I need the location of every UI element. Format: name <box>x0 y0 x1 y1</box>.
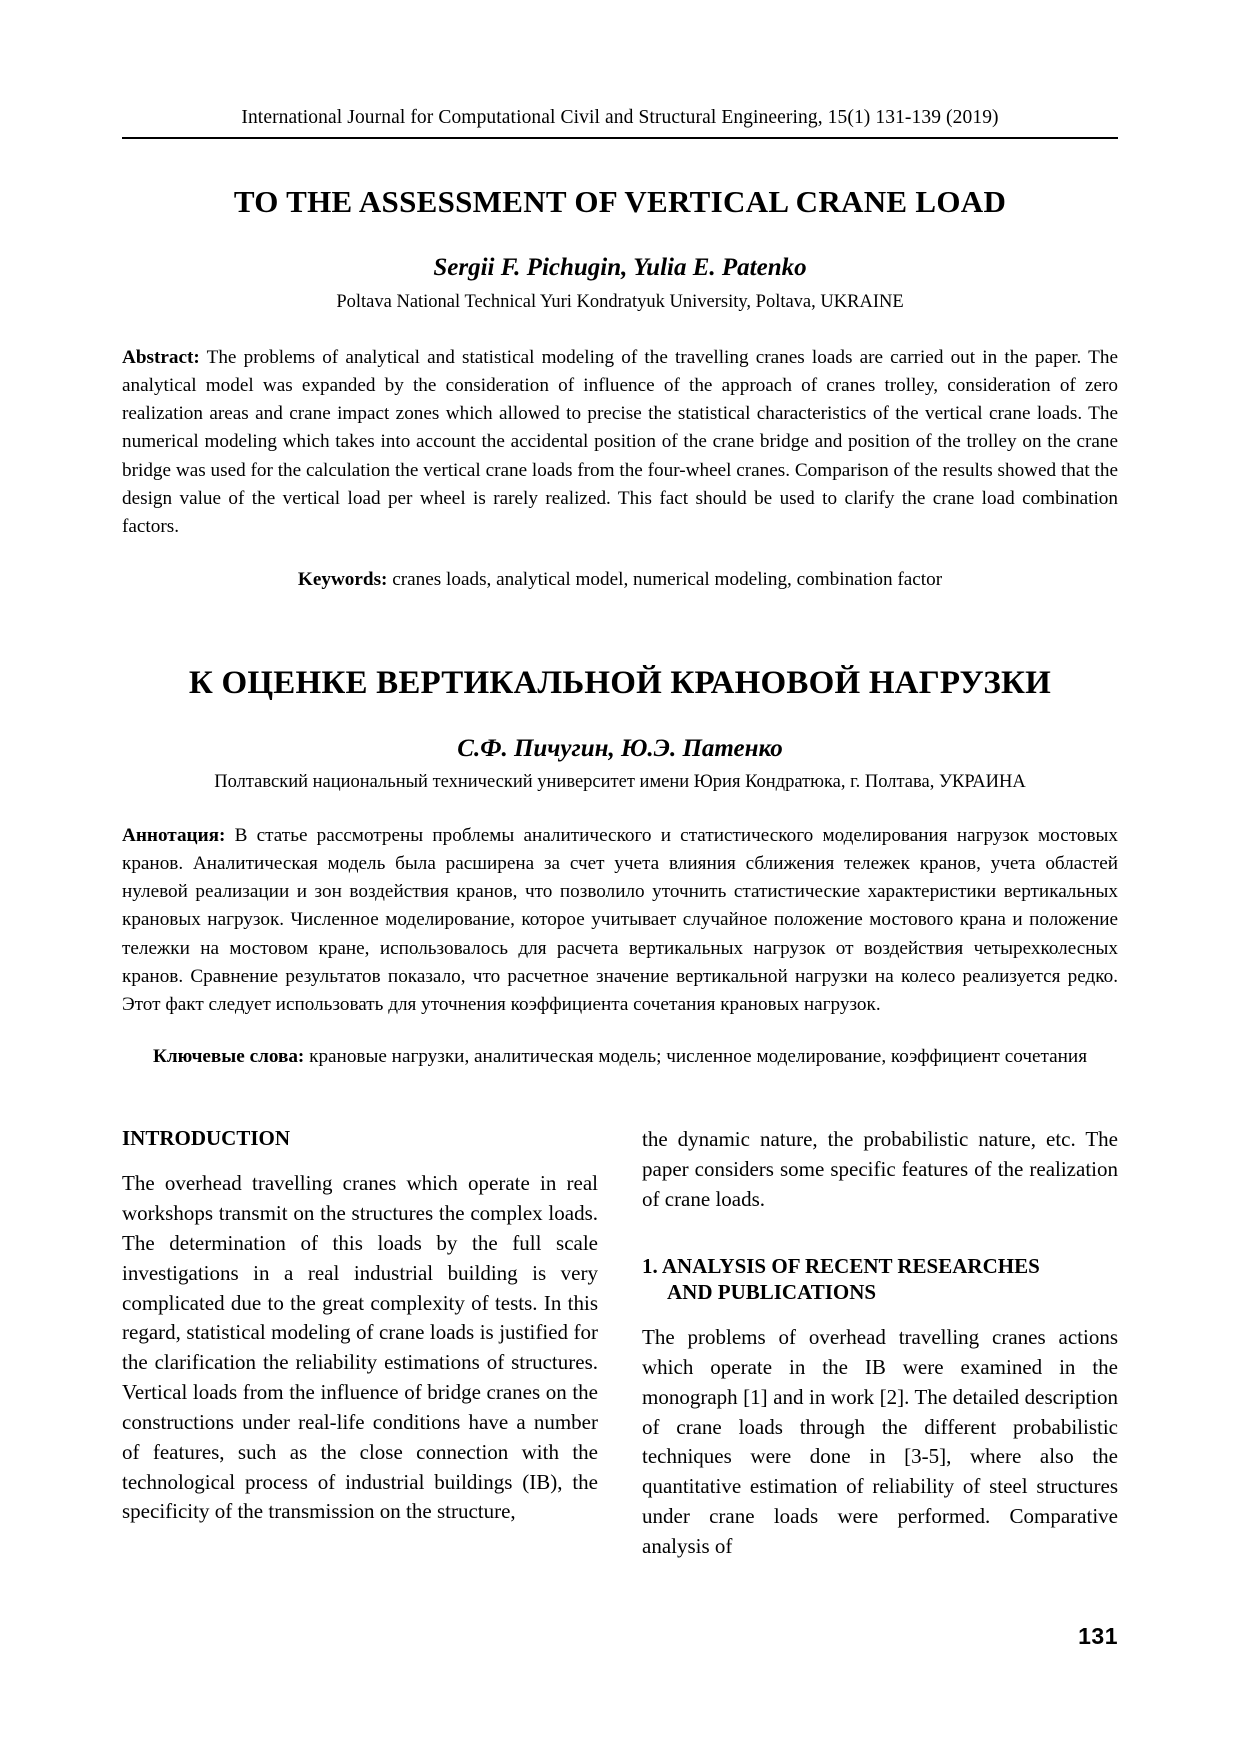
left-column <box>122 1125 598 1577</box>
section-heading-analysis-line2: AND PUBLICATIONS <box>667 1279 877 1304</box>
page-content <box>122 0 1118 1578</box>
paragraph-analysis: The problems of overhead travelling cranes actions which operate in the IB were examined in the monograph [1] and in work [2]. The detailed description of crane loads through the different probabilistic techniques were done in [3-5], where also the quantitative estimation of reliability of steel structures under crane loads were performed. Comparative analysis of <box>642 1325 1118 1558</box>
keywords-label-russian: Ключевые слова: <box>152 1046 305 1068</box>
paragraph-introduction-continued: the dynamic nature, the probabilistic nature, etc. The paper considers some specific features of the realization of crane loads. <box>642 1127 1118 1211</box>
affiliation-russian: Полтавский национальный технический университет имени Юрия Кондратюка, г. Полтава, УКРАИНА <box>214 771 1026 792</box>
section-heading-analysis-line1: 1. ANALYSIS OF RECENT RESEARCHES <box>642 1253 1040 1278</box>
right-column <box>642 1125 1118 1577</box>
paragraph-introduction: The overhead travelling cranes which operate in real workshops transmit on the structures the complex loads. The determination of this loads by the full scale investigations in a real industrial building is very complicated due to the great complexity of tests. In this regard, statistical modeling of crane loads is justified for the clarification the reliability estimations of structures. Vertical loads from the influence of bridge cranes on the constructions under real-life conditions have a number of features, such as the close connection with the technological process of industrial buildings (IB), the specificity of the transmission on the structure, <box>122 1171 598 1524</box>
keywords-label-english: Keywords: <box>297 569 388 591</box>
abstract-text-russian: В статье рассмотрены проблемы аналитического и статистического моделирования нагрузок мостовых кранов. Аналитическая модель была расширена за счет учета влияния сближения тележек кранов, учета областей нулевой реализации и зон воздействия кранов, что позволило уточнить статистические характеристики вертикальных крановых нагрузок. Численное моделирование, которое учитывает случайное положение мостового крана и положение тележки на мостовом кране, использовалось для расчета вертикальных нагрузок от воздействия четырехколесных кранов. Сравнение результатов показало, что расчетное значение вертикальной нагрузки на колесо реализуется редко. Этот факт следует использовать для уточнения коэффициента сочетания крановых нагрузок. <box>122 824 1118 1016</box>
running-head: International Journal for Computational Civil and Structural Engineering, 15(1) 131-139 (2019) <box>241 107 999 128</box>
abstract-text-english: The problems of analytical and statistical modeling of the travelling cranes loads are carried out in the paper. The analytical model was expanded by the consideration of influence of the approach of cranes trolley, consideration of zero realization areas and crane impact zones which allowed to precise the statistical characteristics of the vertical crane loads. The numerical modeling which takes into account the accidental position of the crane bridge and position of the trolley on the crane bridge was used for the calculation the vertical crane loads from the four-wheel cranes. Comparison of the results showed that the design value of the vertical load per wheel is rarely realized. This fact should be used to clarify the crane load combination factors. <box>122 346 1118 538</box>
keywords-english <box>122 566 1118 594</box>
page-title-english: TO THE ASSESSMENT OF VERTICAL CRANE LOAD <box>233 184 1007 220</box>
section-heading-analysis <box>642 1253 1118 1306</box>
keywords-russian <box>122 1043 1118 1071</box>
header-divider <box>122 137 1118 139</box>
keywords-text-english: cranes loads, analytical model, numerical modeling, combination factor <box>387 569 943 591</box>
body-columns <box>122 1125 1118 1577</box>
abstract-label-russian: Аннотация: <box>122 824 226 846</box>
page-title-russian: К ОЦЕНКЕ ВЕРТИКАЛЬНОЙ КРАНОВОЙ НАГРУЗКИ <box>188 665 1052 702</box>
authors-english: Sergii F. Pichugin, Yulia E. Patenko <box>433 253 807 281</box>
keywords-text-russian: крановые нагрузки, аналитическая модель; численное моделирование, коэффициент сочетания <box>304 1046 1088 1068</box>
abstract-english <box>122 344 1118 542</box>
abstract-label-english: Abstract: <box>122 346 200 368</box>
section-heading-introduction: INTRODUCTION <box>122 1126 291 1151</box>
page-number: 131 <box>1078 1623 1118 1649</box>
affiliation-english: Poltava National Technical Yuri Kondratyuk University, Poltava, UKRAINE <box>336 291 904 312</box>
authors-russian: С.Ф. Пичугин, Ю.Э. Патенко <box>457 734 783 762</box>
abstract-russian <box>122 822 1118 1020</box>
